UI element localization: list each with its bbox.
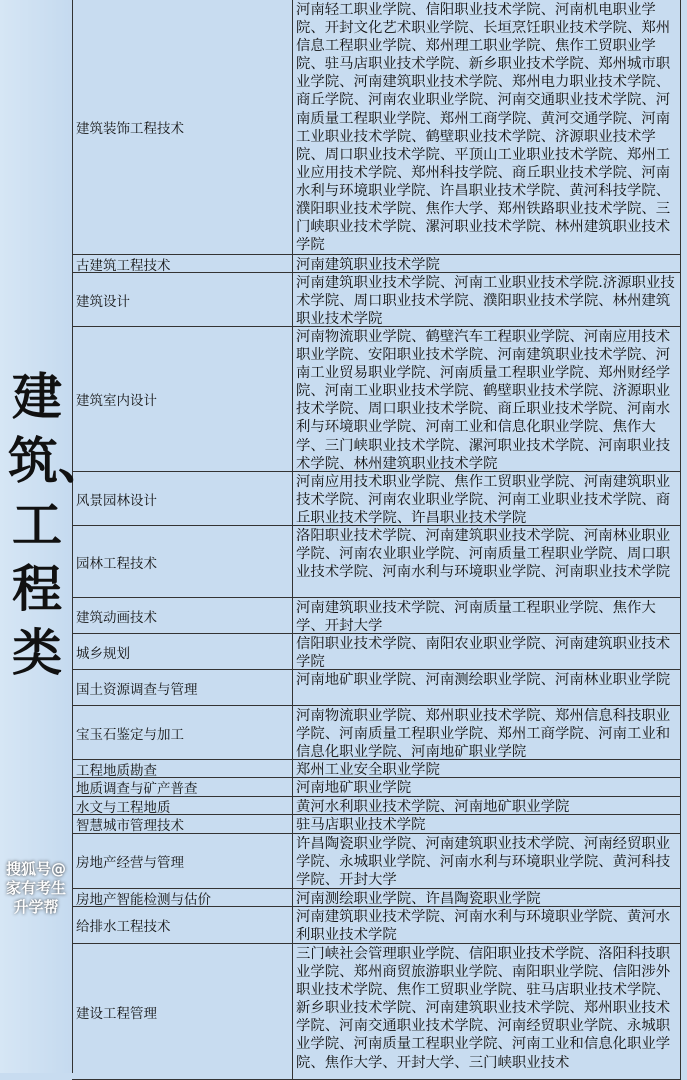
table-row: [72, 472, 681, 526]
table-row: [72, 944, 681, 1080]
table-row: [72, 670, 681, 706]
school-list: 黄河水利职业技术学院、河南地矿职业学院: [293, 797, 681, 814]
table-row: [72, 0, 681, 255]
major-name: 房地产智能检测与估价: [72, 889, 293, 906]
major-name: 房地产经营与管理: [72, 834, 293, 888]
school-list: 河南应用技术职业学院、焦作工贸职业学院、河南建筑职业技术学院、河南农业职业学院、河南工业职业技术学院、商丘职业技术学院、许昌职业技术学院: [293, 472, 681, 525]
table-row: [72, 760, 681, 778]
table-row: [72, 778, 681, 797]
major-name: 古建筑工程技术: [72, 255, 293, 272]
school-list: 河南建筑职业技术学院、河南质量工程职业学院、焦作大学、开封大学: [293, 598, 681, 633]
major-name: 建设工程管理: [72, 944, 293, 1079]
school-list: 三门峡社会管理职业学院、信阳职业技术学院、洛阳科技职业学院、郑州商贸旅游职业学院、南阳职业学院、信阳涉外职业技术学院、焦作工贸职业学院、驻马店职业技术学院、新乡职业技术学院、河南建筑职业技术学院、郑州职业技术学院、河南交通职业技术学院、河南经贸职业学院、永城职业学院、河南质量工程职业学院、河南工业和信息化职业学院、焦作大学、开封大学、三门峡职业技术: [293, 944, 681, 1079]
table-row: [72, 907, 681, 944]
major-name: 建筑装饰工程技术: [72, 0, 293, 254]
major-name: 水文与工程地质: [72, 797, 293, 814]
major-name: 建筑室内设计: [72, 327, 293, 471]
major-name: 地质调查与矿产普查: [72, 778, 293, 796]
category-title: 建筑、工程类: [8, 367, 108, 682]
school-list: 河南地矿职业学院、河南测绘职业学院、河南林业职业学院: [293, 670, 681, 705]
table-row: [72, 598, 681, 634]
school-list: 驻马店职业技术学院: [293, 815, 681, 833]
major-name: 园林工程技术: [72, 526, 293, 597]
school-list: 河南物流职业学院、郑州职业技术学院、郑州信息科技职业学院、河南质量工程职业学院、郑州工商学院、河南工业和信息化职业学院、河南地矿职业学院: [293, 706, 681, 759]
school-list: 河南物流职业学院、鹤壁汽车工程职业学院、河南应用技术职业学院、安阳职业技术学院、河南建筑职业技术学院、河南工业贸易职业学院、河南质量工程职业学院、郑州财经学院、河南工业职业技术学院、鹤壁职业技术学院、济源职业技术学院、周口职业技术学院、商丘职业技术学院、河南水利与环境职业学院、河南工业和信息化职业学院、焦作大学、三门峡职业技术学院、漯河职业技术学院、河南职业技术学院、林州建筑职业技术学院: [293, 327, 681, 471]
table-row: [72, 797, 681, 815]
major-name: 风景园林设计: [72, 472, 293, 525]
watermark: 搜狐号@家有考生升学帮: [5, 860, 66, 916]
major-name: 智慧城市管理技术: [72, 815, 293, 833]
major-name: 宝玉石鉴定与加工: [72, 706, 293, 759]
table-row: [72, 526, 681, 598]
school-list: 郑州工业安全职业学院: [293, 760, 681, 777]
table-row: [72, 634, 681, 670]
school-list: 河南测绘职业学院、许昌陶瓷职业学院: [293, 889, 681, 906]
school-list: 河南轻工职业学院、信阳职业技术学院、河南机电职业学院、开封文化艺术职业学院、长垣烹饪职业技术学院、郑州信息工程职业学院、郑州理工职业学院、焦作工贸职业学院、驻马店职业技术学院、新乡职业技术学院、郑州城市职业学院、河南建筑职业技术学院、郑州电力职业技术学院、商丘学院、河南农业职业学院、河南交通职业技术学院、河南质量工程职业学院、郑州工商学院、黄河交通学院、河南工业职业技术学院、鹤壁职业技术学院、济源职业技术学院、周口职业技术学院、平顶山工业职业技术学院、郑州工业应用技术学院、郑州科技学院、商丘职业技术学院、河南水利与环境职业学院、许昌职业技术学院、黄河科技学院、濮阳职业技术学院、焦作大学、郑州铁路职业技术学院、三门峡职业技术学院、漯河职业技术学院、林州建筑职业技术学院: [293, 0, 681, 254]
major-name: 工程地质勘查: [72, 760, 293, 777]
table-row: [72, 327, 681, 472]
school-list: 河南地矿职业学院: [293, 778, 681, 796]
table-row: [72, 706, 681, 760]
school-list: 河南建筑职业技术学院: [293, 255, 681, 272]
major-name: 建筑动画技术: [72, 598, 293, 633]
school-list: 洛阳职业技术学院、河南建筑职业技术学院、河南林业职业学院、河南农业职业学院、河南质量工程职业学院、周口职业技术学院、河南水利与环境职业学院、河南职业技术学院: [293, 526, 681, 597]
major-name: 国土资源调查与管理: [72, 670, 293, 705]
table-row: [72, 815, 681, 834]
major-name: 给排水工程技术: [72, 907, 293, 943]
table-row: [72, 834, 681, 889]
major-name: 城乡规划: [72, 634, 293, 669]
school-list: 许昌陶瓷职业学院、河南建筑职业技术学院、河南经贸职业学院、永城职业学院、河南水利与环境职业学院、黄河科技学院、开封大学: [293, 834, 681, 888]
school-list: 河南建筑职业技术学院、河南工业职业技术学院.济源职业技术学院、周口职业技术学院、濮阳职业技术学院、林州建筑职业技术学院: [293, 273, 681, 326]
table-row: [72, 255, 681, 273]
major-name: 建筑设计: [72, 273, 293, 326]
school-list: 信阳职业技术学院、南阳农业职业学院、河南建筑职业技术学院: [293, 634, 681, 669]
school-list: 河南建筑职业技术学院、河南水利与环境职业学院、黄河水利职业技术学院: [293, 907, 681, 943]
table-row: [72, 889, 681, 907]
table-row: [72, 273, 681, 327]
